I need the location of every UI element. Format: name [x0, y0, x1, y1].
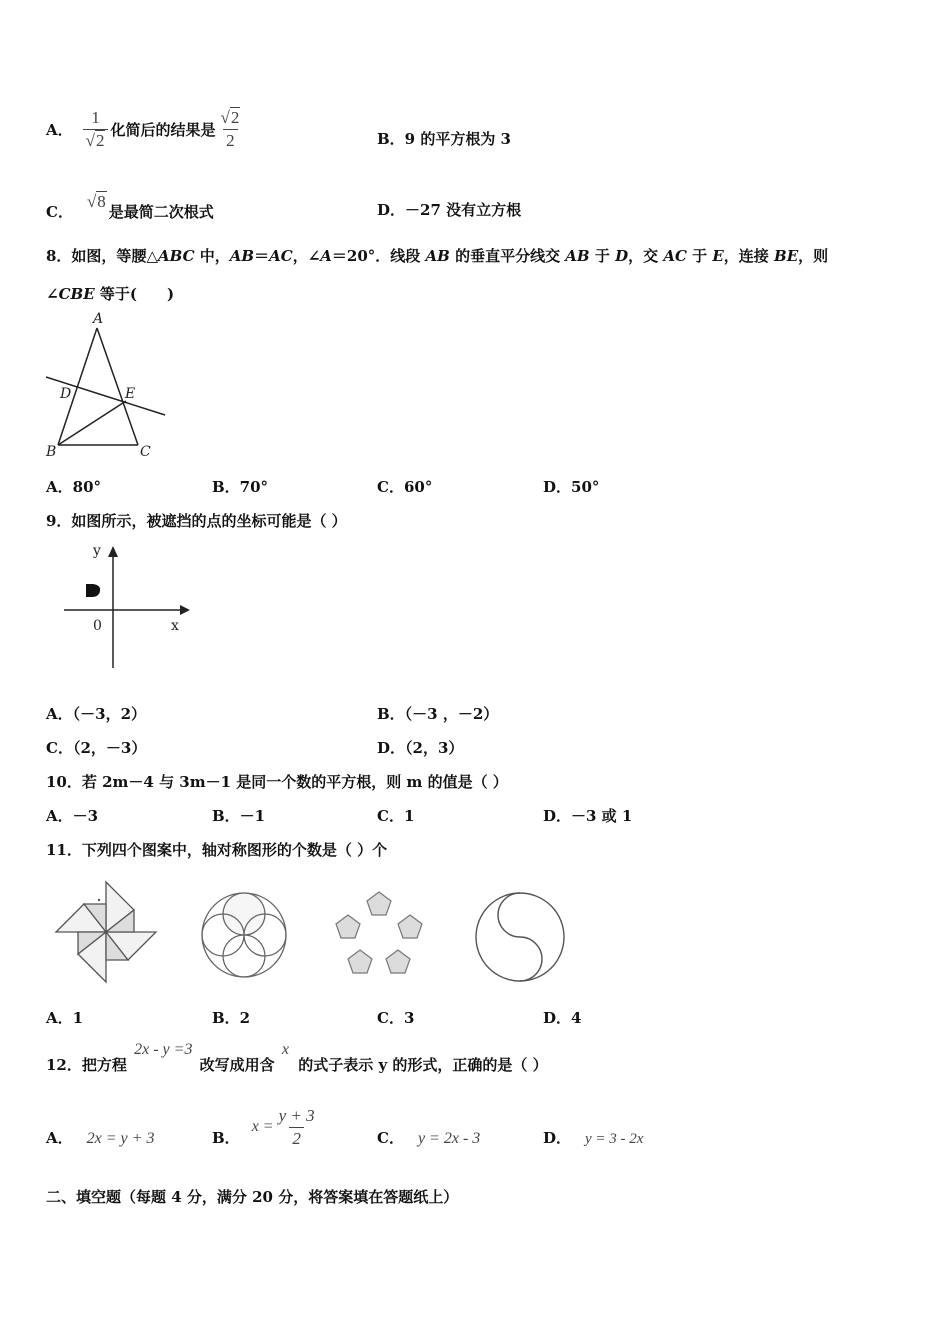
q7-option-b: B．9 的平方根为 3 [377, 130, 511, 148]
q10-option-a: A．－3 [46, 807, 99, 825]
q7-option-a: A． $\frac{1}{√2}$ 化简后的结果是 $\frac{√2}{2}$ [46, 104, 243, 154]
q11-four-circles-figure [199, 890, 289, 980]
q7-a-fraction-1: $\frac{1}{√2}$ [83, 108, 109, 151]
q8-option-d: D．50° [543, 478, 600, 496]
q12-option-b: B． x = $\frac{y + 3}{2}$ [212, 1102, 318, 1152]
q11-pinwheel-figure [50, 876, 162, 986]
q8-label-e: E [125, 386, 136, 402]
q12-b-fraction: $\frac{y + 3}{2}$ [278, 1105, 315, 1148]
q9-coordinate-figure [60, 538, 195, 673]
q8-label-a: A [93, 311, 104, 327]
q11-option-a: A．1 [46, 1009, 84, 1027]
q7-c-sqrt: √8 [86, 192, 106, 211]
q12-variable-x: x [281, 1041, 290, 1058]
q10-option-c: C．1 [377, 807, 415, 825]
q12-option-c: C． y = 2x - 3 [377, 1129, 481, 1147]
q8-stem-line2: ∠CBE 等于( ) [46, 285, 175, 303]
q7-option-d: D．－27 没有立方根 [377, 201, 522, 219]
q9-label-y: y [93, 543, 101, 559]
q8-option-c: C．60° [377, 478, 433, 496]
q9-y-arrow [108, 546, 118, 557]
q9-option-a: A．（－3，2） [46, 705, 147, 723]
q12-option-a: A． 2x = y + 3 [46, 1129, 155, 1147]
q7-option-c: C． √8 是最简二次根式 [46, 192, 214, 221]
q12-stem: 12．把方程 2x - y =3 改写成用含 x 的式子表示 y 的形式，正确的是（ ） [46, 1041, 548, 1074]
q12-option-d: D． y = 3 - 2x [543, 1129, 644, 1147]
q11-stem: 11．下列四个图案中，轴对称图形的个数是（ ）个 [46, 841, 388, 859]
q11-yin-yang-figure [473, 890, 567, 984]
q8-triangle-figure [44, 310, 169, 458]
section-2-heading: 二、填空题（每题 4 分，满分 20 分，将答案填在答题纸上） [46, 1188, 459, 1206]
q11-option-c: C．3 [377, 1009, 415, 1027]
q10-option-b: B．－1 [212, 807, 266, 825]
q9-option-b: B．（－3 ，－2） [377, 705, 499, 723]
q9-label-x: x [171, 618, 179, 634]
q8-label-c: C [140, 444, 151, 458]
q8-segment-be [58, 401, 126, 445]
q10-stem: 10．若 2m－4 与 3m－1 是同一个数的平方根，则 m 的值是（ ） [46, 773, 508, 791]
q8-label-b: B [46, 444, 57, 458]
q11-pentagon-ring-figure [334, 890, 424, 976]
q10-option-d: D．－3 或 1 [543, 807, 633, 825]
q9-label-origin: 0 [93, 618, 102, 634]
q11-option-d: D．4 [543, 1009, 582, 1027]
q8-label-d: D [60, 386, 72, 402]
q9-hidden-point-blob [86, 584, 100, 597]
q12-equation: 2x - y =3 [134, 1041, 193, 1058]
q9-option-c: C．（2，－3） [46, 739, 147, 757]
q9-x-arrow [180, 605, 190, 615]
q8-option-a: A．80° [46, 478, 102, 496]
q11-option-b: B．2 [212, 1009, 251, 1027]
q8-stem-line1: 8．如图，等腰△ABC 中，AB＝AC，∠A＝20°．线段 AB 的垂直平分线交 AB 于 D，交 AC 于 E，连接 BE，则 [46, 247, 829, 265]
q9-stem: 9．如图所示，被遮挡的点的坐标可能是（ ） [46, 512, 347, 530]
q9-option-d: D．（2，3） [377, 739, 464, 757]
q8-option-b: B．70° [212, 478, 269, 496]
q7-a-fraction-2: $\frac{√2}{2}$ [220, 107, 240, 150]
